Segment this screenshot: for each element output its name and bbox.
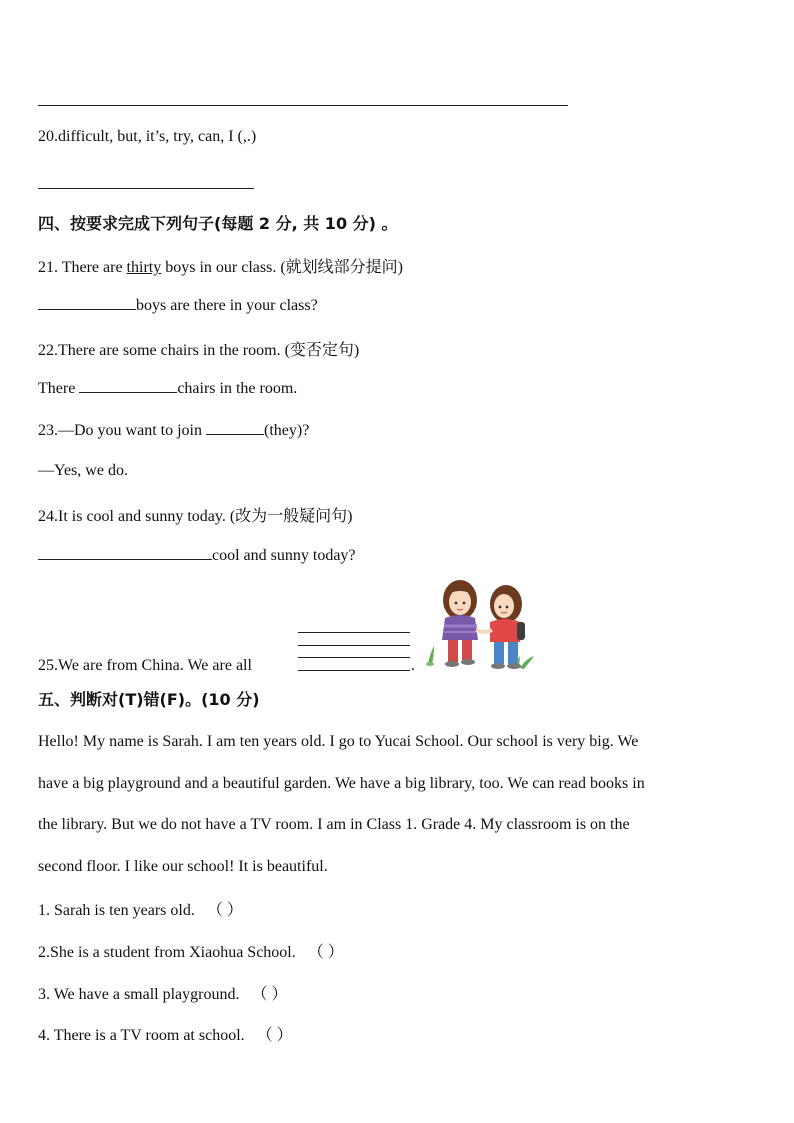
q23-blank[interactable] <box>206 420 264 435</box>
q22-answer-start: There <box>38 380 80 397</box>
q25-end-mark: . <box>411 657 415 674</box>
section-4-heading: 四、按要求完成下列句子(每题 2 分, 共 10 分) 。 <box>38 214 398 233</box>
q22-blank[interactable] <box>79 378 177 393</box>
q24-answer-end: cool and sunny today? <box>212 547 356 564</box>
tf-item-2 <box>38 939 344 962</box>
section-5-heading: 五、判断对(T)错(F)。(10 分) <box>38 690 260 709</box>
question-21 <box>38 254 403 277</box>
q21-blank[interactable] <box>38 295 136 310</box>
q23-prompt-start: 23.—Do you want to join <box>38 422 206 439</box>
q24-blank[interactable] <box>38 545 212 560</box>
q23-prompt-end: (they)? <box>264 422 310 439</box>
tf-answer-brackets[interactable]: （ ） <box>206 902 243 919</box>
tf-item-text: 1. Sarah is ten years old. <box>38 902 195 919</box>
reading-passage <box>38 721 758 888</box>
question-25: 25.We are from China. We are all <box>38 657 252 674</box>
answer-line-q19 <box>38 105 568 106</box>
q21-underlined-word: thirty <box>126 259 162 276</box>
tf-answer-brackets[interactable]: （ ） <box>307 944 344 961</box>
tf-item-text: 2.She is a student from Xiaohua School. <box>38 944 296 961</box>
tf-answer-brackets[interactable]: （ ） <box>251 986 288 1003</box>
passage-line: Hello! My name is Sarah. I am ten years old. I go to Yucai School. Our school is very big. We <box>38 733 639 750</box>
q22-answer-row <box>38 378 297 398</box>
q25-blank-line-4[interactable] <box>298 670 410 671</box>
q21-prefix: 21. There are <box>38 259 127 276</box>
q24-answer-row <box>38 545 356 565</box>
tf-item-4 <box>38 1022 293 1045</box>
q21-suffix: boys in our class. (就划线部分提问) <box>161 259 403 276</box>
tf-item-1 <box>38 897 243 920</box>
q25-blank-line-3[interactable] <box>298 657 410 658</box>
answer-line-q20 <box>38 188 254 189</box>
q25-blank-line-1[interactable] <box>298 632 410 633</box>
two-girls-holding-hands-icon <box>420 578 538 674</box>
passage-line: have a big playground and a beautiful garden. We have a big library, too. We can read books in <box>38 774 645 792</box>
q21-answer-row <box>38 295 318 315</box>
question-24: 24.It is cool and sunny today. (改为一般疑问句) <box>38 508 353 525</box>
q22-answer-end: chairs in the room. <box>177 380 298 397</box>
q23-reply: —Yes, we do. <box>38 462 128 479</box>
question-22: 22.There are some chairs in the room. (变否定句) <box>38 342 360 359</box>
question-20: 20.difficult, but, it’s, try, can, I (,.) <box>38 128 257 145</box>
tf-item-text: 3. We have a small playground. <box>38 986 240 1003</box>
passage-line: second floor. I like our school! It is beautiful. <box>38 858 328 876</box>
tf-item-text: 4. There is a TV room at school. <box>38 1027 245 1044</box>
tf-item-3 <box>38 981 288 1004</box>
question-23 <box>38 420 309 440</box>
q21-answer-text: boys are there in your class? <box>136 297 318 314</box>
q25-blank-line-2[interactable] <box>298 645 410 646</box>
passage-line: the library. But we do not have a TV room. I am in Class 1. Grade 4. My classroom is on the <box>38 816 630 834</box>
tf-answer-brackets[interactable]: （ ） <box>256 1027 293 1044</box>
